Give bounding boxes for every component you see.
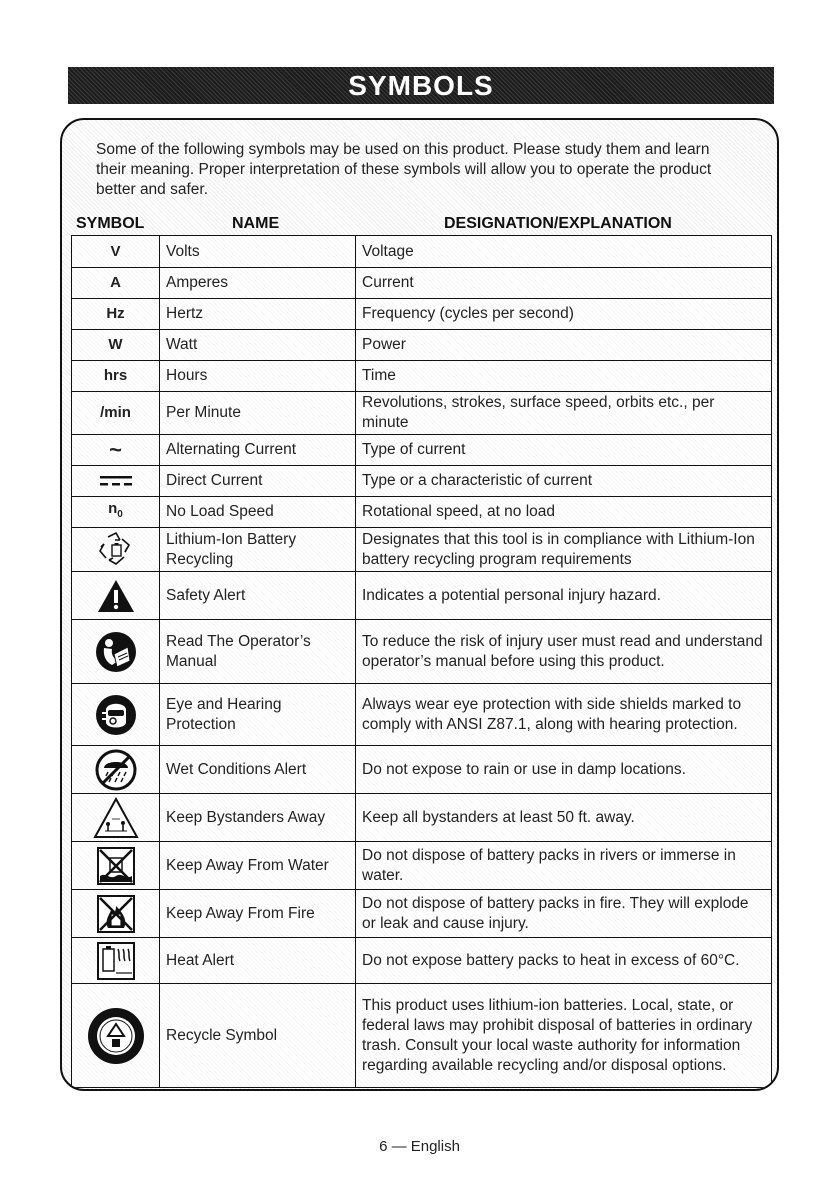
- name-cell: Wet Conditions Alert: [160, 746, 356, 794]
- designation-cell: Time: [356, 361, 772, 392]
- name-cell: Read The Operator’s Manual: [160, 620, 356, 684]
- symbol-cell: [72, 842, 160, 890]
- direct-current-icon: [99, 474, 133, 488]
- name-cell: Volts: [160, 236, 356, 268]
- eye-hearing-protection-icon: [94, 693, 138, 737]
- table-row: [72, 330, 772, 361]
- wet-conditions-icon: [94, 748, 138, 792]
- name-cell: Per Minute: [160, 392, 356, 435]
- column-headers: [62, 212, 777, 236]
- table-row: [72, 528, 772, 572]
- designation-cell: Type or a characteristic of current: [356, 466, 772, 497]
- table-row: [72, 466, 772, 497]
- table-row: [72, 268, 772, 299]
- no-load-subscript: 0: [117, 509, 123, 520]
- symbol-cell: A: [72, 268, 160, 299]
- symbol-cell: Hz: [72, 299, 160, 330]
- page-title: SYMBOLS: [348, 69, 494, 101]
- name-cell: Safety Alert: [160, 572, 356, 620]
- name-cell: Keep Away From Fire: [160, 890, 356, 938]
- designation-cell: To reduce the risk of injury user must read and understand operator’s manual before using this product.: [356, 620, 772, 684]
- table-row: [72, 984, 772, 1088]
- symbol-cell: [72, 497, 160, 528]
- table-row: [72, 746, 772, 794]
- table-row: [72, 684, 772, 746]
- name-column-header: NAME: [232, 215, 280, 232]
- symbol-cell: [72, 984, 160, 1088]
- designation-cell: Always wear eye protection with side shields marked to comply with ANSI Z87.1, along with hearing protection.: [356, 684, 772, 746]
- table-row: [72, 620, 772, 684]
- symbol-cell: [72, 572, 160, 620]
- designation-cell: Do not dispose of battery packs in fire. They will explode or leak and cause injury.: [356, 890, 772, 938]
- table-row: [72, 361, 772, 392]
- name-cell: Keep Bystanders Away: [160, 794, 356, 842]
- table-row: [72, 236, 772, 268]
- page-footer: 6 — English: [379, 1138, 460, 1155]
- name-cell: Keep Away From Water: [160, 842, 356, 890]
- symbol-cell: [72, 528, 160, 572]
- read-manual-icon: [94, 630, 138, 674]
- table-row: [72, 572, 772, 620]
- title-banner: [68, 67, 774, 104]
- recycle-symbol-icon: [86, 1006, 146, 1066]
- keep-bystanders-away-icon: [93, 797, 139, 839]
- symbol-cell: hrs: [72, 361, 160, 392]
- table-row: [72, 435, 772, 466]
- symbol-cell: ~: [72, 435, 160, 466]
- name-cell: Heat Alert: [160, 938, 356, 984]
- designation-cell: Do not dispose of battery packs in rivers or immerse in water.: [356, 842, 772, 890]
- name-cell: Alternating Current: [160, 435, 356, 466]
- name-cell: Recycle Symbol: [160, 984, 356, 1088]
- keep-away-water-icon: [96, 846, 136, 886]
- table-row: [72, 497, 772, 528]
- symbol-cell: /min: [72, 392, 160, 435]
- symbols-panel: [60, 118, 779, 1091]
- keep-away-fire-icon: [96, 894, 136, 934]
- table-row: [72, 842, 772, 890]
- name-cell: No Load Speed: [160, 497, 356, 528]
- designation-cell: Frequency (cycles per second): [356, 299, 772, 330]
- table-row: [72, 794, 772, 842]
- name-cell: Hertz: [160, 299, 356, 330]
- table-row: [72, 392, 772, 435]
- table-row: [72, 938, 772, 984]
- symbol-cell: [72, 466, 160, 497]
- no-load-symbol: n: [108, 500, 118, 517]
- designation-cell: Rotational speed, at no load: [356, 497, 772, 528]
- symbol-cell: [72, 684, 160, 746]
- designation-cell: Designates that this tool is in compliance with Lithium-Ion battery recycling program requirements: [356, 528, 772, 572]
- designation-column-header: DESIGNATION/EXPLANATION: [444, 215, 672, 232]
- designation-cell: This product uses lithium-ion batteries. Local, state, or federal laws may prohibit disposal of batteries in ordinary trash. Consult your local waste authority for information regarding available recycling and/or disposal options.: [356, 984, 772, 1088]
- designation-cell: Do not expose battery packs to heat in excess of 60°C.: [356, 938, 772, 984]
- safety-alert-icon: [96, 578, 136, 614]
- name-cell: Lithium-Ion Battery Recycling: [160, 528, 356, 572]
- table-row: [72, 299, 772, 330]
- name-cell: Eye and Hearing Protection: [160, 684, 356, 746]
- table-row: [72, 890, 772, 938]
- symbols-table: [71, 235, 772, 1088]
- designation-cell: Do not expose to rain or use in damp locations.: [356, 746, 772, 794]
- symbol-column-header: SYMBOL: [76, 215, 145, 232]
- name-cell: Watt: [160, 330, 356, 361]
- symbol-cell: [72, 746, 160, 794]
- symbol-cell: [72, 794, 160, 842]
- name-cell: Direct Current: [160, 466, 356, 497]
- symbol-cell: W: [72, 330, 160, 361]
- symbol-cell: [72, 620, 160, 684]
- symbol-cell: V: [72, 236, 160, 268]
- designation-cell: Type of current: [356, 435, 772, 466]
- designation-cell: Power: [356, 330, 772, 361]
- name-cell: Hours: [160, 361, 356, 392]
- designation-cell: Current: [356, 268, 772, 299]
- designation-cell: Voltage: [356, 236, 772, 268]
- intro-paragraph: Some of the following symbols may be used on this product. Please study them and learn their meaning. Proper interpretation of these symbols will allow you to operate the product better and safer.: [96, 141, 712, 198]
- symbol-cell: [72, 938, 160, 984]
- heat-alert-icon: [96, 941, 136, 981]
- symbol-cell: [72, 890, 160, 938]
- name-cell: Amperes: [160, 268, 356, 299]
- battery-recycling-icon: [94, 531, 138, 569]
- designation-cell: Revolutions, strokes, surface speed, orbits etc., per minute: [356, 392, 772, 435]
- designation-cell: Keep all bystanders at least 50 ft. away.: [356, 794, 772, 842]
- designation-cell: Indicates a potential personal injury hazard.: [356, 572, 772, 620]
